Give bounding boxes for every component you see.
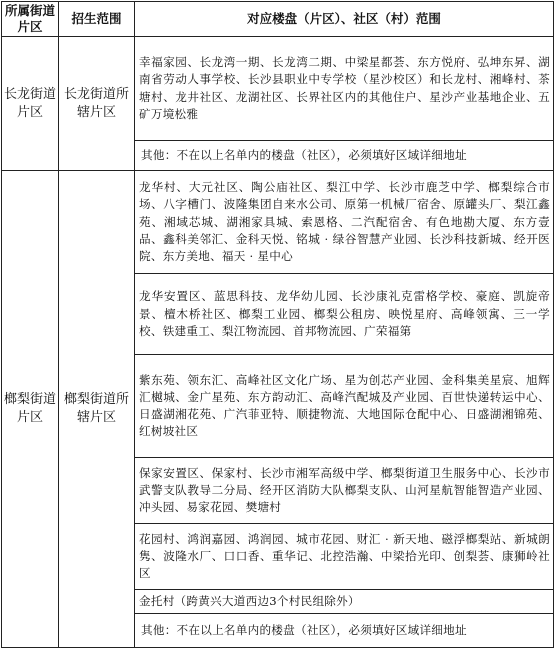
- table-row: [2, 37, 554, 141]
- district-name: 长龙街道片区: [2, 37, 59, 171]
- scope-cell: 龙华安置区、蓝思科技、龙华幼儿园、长沙康礼克雷格学校、豪庭、凯旋帝景、檀木桥社区、榔梨工业园、榔梨公租房、映悦星府、高峰领寓、三一学校、铁建重工、梨江物流园、首邦物流园、广荣福第: [135, 274, 554, 355]
- table-row: [2, 171, 554, 274]
- scope-cell: 紫东苑、领东汇、高峰社区文化广场、星为创芯产业园、金科集美星宸、旭辉汇樾城、金广星苑、东方韵动汇、高峰汽配城及产业园、百世快递转运中心、日盛湖湘花苑、广汽菲亚特、顺捷物流、大地国际仓配中心、日盛湖湘锦苑、红树坡社区: [135, 355, 554, 458]
- scope-cell: 保家安置区、保家村、长沙市湘军高级中学、榔梨街道卫生服务中心、长沙市武警支队教导二分局、经开区消防大队榔梨支队、山河星航智能智造产业园、冲头园、易家花园、樊塘村: [135, 458, 554, 524]
- header-enroll-range: 招生范围: [59, 2, 135, 37]
- table-header-row: [2, 2, 554, 37]
- scope-cell: 幸福家园、长龙湾一期、长龙湾二期、中梁星都荟、东方悦府、弘坤东昇、湖南省劳动人事学校、长沙县职业中专学校（星沙校区）和长龙村、湘峰村、茶塘村、龙井社区、龙湖社区、长界社区内的其他住户、星沙产业基地企业、五矿万境松雅: [135, 37, 554, 141]
- enrollment-scope-table: [1, 1, 554, 648]
- enroll-range: 长龙街道所辖片区: [59, 37, 135, 171]
- scope-cell-other: 其他：不在以上名单内的楼盘（社区），必须填好区域详细地址: [135, 141, 554, 171]
- scope-cell-other: 其他：不在以上名单内的楼盘（社区），必须填好区域详细地址: [135, 614, 554, 648]
- scope-cell: 金托村（跨黄兴大道西边3个村民组除外）: [135, 590, 554, 614]
- header-district: 所属街道片区: [2, 2, 59, 37]
- district-name: 榔梨街道片区: [2, 171, 59, 648]
- scope-cell: 花园村、鸿润嘉园、鸿润园、城市花园、财汇 · 新天地、磁浮榔梨站、新城朗隽、波隆水厂、口口香、重华记、北控浩瀚、中梁拾光印、创梨荟、康狮岭社区: [135, 524, 554, 590]
- scope-cell: 龙华村、大元社区、陶公庙社区、梨江中学、长沙市鹿芝中学、榔梨综合市场、八字槽门、波隆集团自来水公司、原第一机械厂宿舍、原罐头厂、梨江鑫苑、湘域芯城、湖湘家具城、索恩格、二汽配宿舍、有色地勘大厦、东方壹品、鑫科美邻汇、金科天悦、铭城 · 绿谷智慧产业园、长沙科技新城、经开医院、东方美地、福天 · 星中心: [135, 171, 554, 274]
- header-scope: 对应楼盘（片区）、社区（村）范围: [135, 2, 554, 37]
- enroll-range: 榔梨街道所辖片区: [59, 171, 135, 648]
